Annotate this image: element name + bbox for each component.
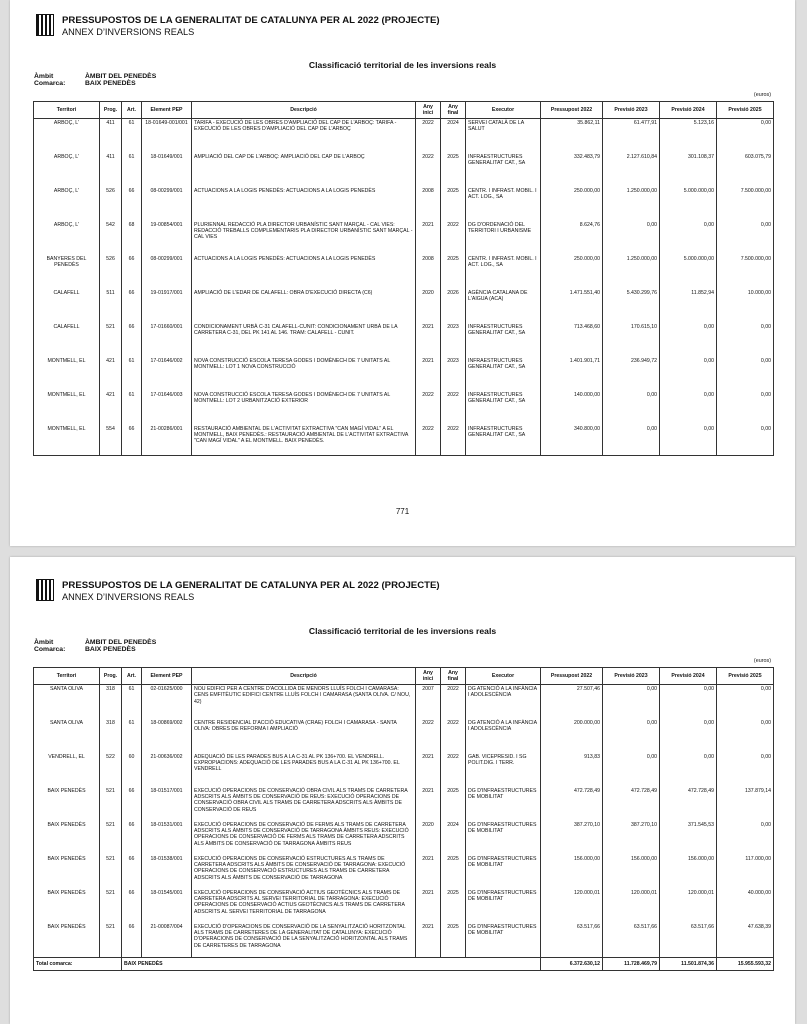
cell-element-pep: 08-00299/001 [142,255,192,289]
cell-pressupost-2022: 472.728,49 [541,787,603,821]
ambit-label: Àmbit [34,73,54,80]
table-row [34,357,774,391]
cell-any-inici: 2021 [416,357,441,391]
cell-previsio-2023: 0,00 [603,685,660,719]
cell-element-pep: 18-01545/001 [142,889,192,923]
cell-descripcio: NOU EDIFICI PER A CENTRE D'ACOLLIDA DE MENORS LLUÍS FOLCH I CAMARASA: CENS EMFITÈUTIC EDIFICI CENTRE LLUÍS FOLCH I CAMARASA (SANTA OLIVA. C/ NOU, 42) [192,685,416,719]
cell-pressupost-2022: 340.800,00 [541,425,603,456]
cell-any-inici: 2021 [416,889,441,923]
cell-pressupost-2022: 156.000,00 [541,855,603,889]
column-header-descripcio: Descripció [192,668,416,685]
cell-art: 66 [122,923,142,958]
document-subtitle: ANNEX D’INVERSIONS REALS [62,27,195,37]
column-header-art: Art. [122,668,142,685]
table-row [34,221,774,255]
cell-previsio-2025: 40.000,00 [717,889,774,923]
cell-previsio-2024: 11.852,94 [660,289,717,323]
cell-previsio-2024: 0,00 [660,719,717,753]
cell-any-final: 2025 [441,855,466,889]
cell-territori: MONTMELL, EL [34,357,100,391]
cell-element-pep: 17-01660/001 [142,323,192,357]
cell-prog: 522 [100,753,122,787]
column-header-previsio-2024: Previsió 2024 [660,668,717,685]
cell-previsio-2024: 0,00 [660,425,717,456]
table-body [34,119,774,456]
column-header-executor: Executor [466,102,541,119]
cell-previsio-2025: 603.075,79 [717,153,774,187]
cell-pressupost-2022: 63.517,66 [541,923,603,958]
cell-prog: 521 [100,821,122,855]
cell-previsio-2024: 0,00 [660,323,717,357]
cell-art: 61 [122,391,142,425]
cell-prog: 521 [100,787,122,821]
cell-previsio-2025: 0,00 [717,357,774,391]
cell-element-pep: 18-01531/001 [142,821,192,855]
column-header-territori: Territori [34,668,100,685]
cell-art: 61 [122,153,142,187]
cell-any-final: 2023 [441,323,466,357]
cell-territori: ARBOÇ, L' [34,119,100,153]
cell-previsio-2024: 371.545,53 [660,821,717,855]
cell-territori: SANTA OLIVA [34,719,100,753]
cell-prog: 521 [100,889,122,923]
cell-territori: BAIX PENEDÈS [34,787,100,821]
cell-any-final: 2026 [441,289,466,323]
cell-territori: BAIX PENEDÈS [34,821,100,855]
table-header [34,102,774,119]
cell-descripcio: AMPLIACIÓ DEL CAP DE L'ARBOÇ: AMPLIACIÓ DEL CAP DE L'ARBOÇ [192,153,416,187]
cell-any-inici: 2022 [416,719,441,753]
cell-any-inici: 2021 [416,221,441,255]
cell-territori: BAIX PENEDÈS [34,889,100,923]
cell-previsio-2024: 5.123,16 [660,119,717,153]
cell-pressupost-2022: 200.000,00 [541,719,603,753]
cell-any-inici: 2021 [416,787,441,821]
cell-pressupost-2022: 387.270,10 [541,821,603,855]
investments-table [33,101,774,456]
cell-descripcio: ACTUACIONS A LA LOGIS PENEDÈS: ACTUACIONS A LA LOGIS PENEDÈS [192,255,416,289]
table-row [34,255,774,289]
table-row [34,821,774,855]
cell-prog: 526 [100,255,122,289]
table-row [34,425,774,456]
cell-territori: MONTMELL, EL [34,425,100,456]
cell-previsio-2025: 7.500.000,00 [717,255,774,289]
cell-art: 66 [122,255,142,289]
table-row [34,187,774,221]
cell-descripcio: EXECUCIÓ OPERACIONS DE CONSERVACIÓ ACTIUS GEOTÈCNICS ALS TRAMS DE CARRETERA ADSCRITS AL SERVEI TERRITORIAL DE TARRAGONA: EXECUCIÓ OPERACIONS DE CONSERVACIÓ ACTIUS GEOTÈCNICS ALS TRAMS DE CARRETERA ADSCRITS AL SERVEI TERRITORIAL DE TARRAGONA [192,889,416,923]
cell-pressupost-2022: 250.000,00 [541,255,603,289]
cell-descripcio: NOVA CONSTRUCCIÓ ESCOLA TERESA GODES I DOMÈNECH DE 7 UNITATS AL MONTMELL: LOT 2 URBANITZACIÓ EXTERIOR [192,391,416,425]
cell-art: 68 [122,221,142,255]
cell-previsio-2023: 0,00 [603,221,660,255]
cell-element-pep: 21-00636/002 [142,753,192,787]
cell-executor: DG ATENCIÓ A LA INFÀNCIA I ADOLESCÈNCIA [466,685,541,719]
cell-element-pep: 18-00869/002 [142,719,192,753]
cell-previsio-2025: 0,00 [717,821,774,855]
cell-any-inici: 2008 [416,255,441,289]
cell-any-inici: 2021 [416,855,441,889]
cell-previsio-2024: 0,00 [660,357,717,391]
cell-any-final: 2022 [441,391,466,425]
cell-element-pep: 19-01917/001 [142,289,192,323]
cell-previsio-2025: 0,00 [717,119,774,153]
table-row [34,855,774,889]
cell-previsio-2025: 0,00 [717,425,774,456]
cell-element-pep: 18-01517/001 [142,787,192,821]
cell-any-inici: 2007 [416,685,441,719]
cell-previsio-2024: 0,00 [660,391,717,425]
cell-descripcio: ADEQUACIÓ DE LES PARADES BUS A LA C-31 AL PK 136+700. EL VENDRELL. EXPROPIACIONS: ADEQUACIÓ DE LES PARADES BUS A LA C-31 AL PK 136+700. EL VENDRELL [192,753,416,787]
cell-previsio-2023: 61.477,91 [603,119,660,153]
cell-descripcio: NOVA CONSTRUCCIÓ ESCOLA TERESA GODES I DOMÈNECH DE 7 UNITATS AL MONTMELL: LOT 1 NOVA CONSTRUCCIÓ [192,357,416,391]
cell-pressupost-2022: 35.862,11 [541,119,603,153]
cell-prog: 318 [100,685,122,719]
table-row [34,685,774,719]
column-header-element-pep: Element PEP [142,102,192,119]
column-header-any-inici: Any inici [416,102,441,119]
table-row [34,719,774,753]
table-row [34,323,774,357]
cell-art: 61 [122,685,142,719]
generalitat-logo-icon [36,579,54,601]
cell-pressupost-2022: 8.624,76 [541,221,603,255]
cell-element-pep: 17-01646/003 [142,391,192,425]
investments-table [33,667,774,971]
cell-previsio-2024: 156.000,00 [660,855,717,889]
cell-descripcio: RESTAURACIÓ AMBIENTAL DE L'ACTIVITAT EXTRACTIVA "CAN MAGÍ VIDAL" A EL MONTMELL, BAIX PENEDÈS.: RESTAURACIÓ AMBIENTAL DE L'ACTIVITAT EXTRACTIVA "CAN MAGÍ VIDAL" A EL MONTMELL. BAIX PENEDÈS. [192,425,416,456]
units-label: (euros) [753,92,771,98]
cell-previsio-2025: 0,00 [717,323,774,357]
cell-any-inici: 2008 [416,187,441,221]
total-previsio-2024: 11.501.874,36 [660,958,717,971]
table-row [34,889,774,923]
units-label: (euros) [753,658,771,664]
cell-art: 66 [122,323,142,357]
cell-previsio-2025: 0,00 [717,391,774,425]
cell-any-final: 2025 [441,923,466,958]
cell-territori: ARBOÇ, L' [34,153,100,187]
cell-descripcio: TARIFA - EXECUCIÓ DE LES OBRES D'AMPLIACIÓ DEL CAP DE L'ARBOÇ: TARIFA - EXECUCIÓ DE LES OBRES D'AMPLIACIÓ DEL CAP DE L'ARBOÇ [192,119,416,153]
cell-descripcio: EXECUCIÓ OPERACIONS DE CONSERVACIÓ ESTRUCTURES ALS TRAMS DE CARRETERA ADSCRITS ALS ÀMBITS DE CONSERVACIÓ DE TARRAGONA: EXECUCIÓ OPERACIONS DE CONSERVACIÓ ESTRUCTURES ALS TRAMS DE CARRETERA ADSCRITS ALS ÀMBITS DE CONSERVACIÓ DE TARRAGONA [192,855,416,889]
comarca-value: BAIX PENEDÈS [85,646,136,653]
comarca-label: Comarca: [34,80,66,87]
total-row [34,958,774,971]
cell-pressupost-2022: 27.507,46 [541,685,603,719]
cell-executor: INFRAESTRUCTURES GENERALITAT CAT., SA [466,391,541,425]
cell-previsio-2024: 120.000,01 [660,889,717,923]
cell-any-inici: 2022 [416,119,441,153]
cell-previsio-2025: 10.000,00 [717,289,774,323]
document-title: PRESSUPOSTOS DE LA GENERALITAT DE CATALUNYA PER AL 2022 (PROJECTE) [62,580,440,591]
cell-element-pep: 08-00299/001 [142,187,192,221]
cell-previsio-2023: 156.000,00 [603,855,660,889]
total-previsio-2025: 15.955.593,32 [717,958,774,971]
cell-previsio-2024: 0,00 [660,685,717,719]
cell-element-pep: 18-01649-001/001 [142,119,192,153]
cell-previsio-2025: 0,00 [717,685,774,719]
cell-art: 61 [122,357,142,391]
cell-territori: CALAFELL [34,323,100,357]
cell-executor: DG ATENCIÓ A LA INFÀNCIA I ADOLESCÈNCIA [466,719,541,753]
cell-executor: CENTR. I INFRAST. MOBIL. I ACT. LOG., SA [466,187,541,221]
cell-any-final: 2022 [441,221,466,255]
comarca-label: Comarca: [34,646,66,653]
total-comarca: BAIX PENEDÈS [122,958,541,971]
total-pressupost-2022: 6.372.630,12 [541,958,603,971]
column-header-pressupost-2022: Pressupost 2022 [541,102,603,119]
column-header-descripcio: Descripció [192,102,416,119]
table-row [34,289,774,323]
cell-previsio-2023: 0,00 [603,391,660,425]
document-page-2 [10,557,795,1024]
table-body [34,685,774,971]
total-label: Total comarca: [34,958,122,971]
cell-territori: BAIX PENEDÈS [34,923,100,958]
cell-any-final: 2025 [441,153,466,187]
cell-pressupost-2022: 1.401.901,71 [541,357,603,391]
cell-pressupost-2022: 140.000,00 [541,391,603,425]
cell-executor: DG D'INFRAESTRUCTURES DE MOBILITAT [466,787,541,821]
cell-previsio-2025: 0,00 [717,753,774,787]
cell-previsio-2024: 0,00 [660,753,717,787]
cell-prog: 526 [100,187,122,221]
cell-element-pep: 02-01625/000 [142,685,192,719]
cell-any-inici: 2021 [416,323,441,357]
cell-any-final: 2025 [441,187,466,221]
cell-territori: VENDRELL, EL [34,753,100,787]
cell-element-pep: 21-00286/001 [142,425,192,456]
cell-previsio-2023: 472.728,49 [603,787,660,821]
cell-previsio-2024: 63.517,66 [660,923,717,958]
cell-any-inici: 2022 [416,425,441,456]
cell-any-final: 2024 [441,119,466,153]
cell-territori: ARBOÇ, L' [34,187,100,221]
column-header-any-final: Any final [441,102,466,119]
cell-descripcio: PLURIENNAL REDACCIÓ PLA DIRECTOR URBANÍSTIC SANT MARÇAL - CAL VIES: REDACCIÓ TREBALLS COMPLEMENTARIS PLA DIRECTOR URBANÍSTIC SANT MARÇAL - CAL VIES [192,221,416,255]
cell-executor: DG D'INFRAESTRUCTURES DE MOBILITAT [466,923,541,958]
cell-pressupost-2022: 250.000,00 [541,187,603,221]
column-header-previsio-2023: Previsió 2023 [603,102,660,119]
cell-territori: BANYERES DEL PENEDÈS [34,255,100,289]
cell-art: 61 [122,119,142,153]
cell-any-final: 2022 [441,719,466,753]
cell-art: 61 [122,719,142,753]
cell-previsio-2025: 0,00 [717,719,774,753]
ambit-value: ÀMBIT DEL PENEDÈS [85,73,157,80]
cell-previsio-2024: 0,00 [660,221,717,255]
cell-art: 66 [122,821,142,855]
cell-prog: 411 [100,153,122,187]
cell-previsio-2025: 0,00 [717,221,774,255]
cell-descripcio: CENTRE RESIDENCIAL D'ACCIÓ EDUCATIVA (CRAE) FOLCH I CAMARASA - SANTA OLIVA: OBRES DE REFORMA I AMPLIACIÓ [192,719,416,753]
cell-pressupost-2022: 1.471.551,40 [541,289,603,323]
cell-executor: DG D'INFRAESTRUCTURES DE MOBILITAT [466,889,541,923]
cell-executor: GAB. VICEPRESID. I SG POLIT.DIG. I TERR. [466,753,541,787]
cell-element-pep: 21-00087/004 [142,923,192,958]
cell-prog: 411 [100,119,122,153]
cell-previsio-2023: 236.949,72 [603,357,660,391]
column-header-territori: Territori [34,102,100,119]
cell-previsio-2023: 120.000,01 [603,889,660,923]
column-header-previsio-2025: Previsió 2025 [717,102,774,119]
cell-descripcio: EXECUCIÓ D'OPERACIONS DE CONSERVACIÓ DE LA SENYALITZACIÓ HORITZONTAL ALS TRAMS DE CARRETERES DE LA GENERALITAT DE CATALUNYA: EXECUCIÓ D'OPERACIONS DE CONSERVACIÓ DE LA SENYALITZACIÓ HORITZONTAL ALS TRAMS DE CARRETERES DE TARRAGONA [192,923,416,958]
cell-any-final: 2023 [441,357,466,391]
cell-any-inici: 2020 [416,821,441,855]
section-title: Classificació territorial de les inversions reals [308,60,497,70]
cell-territori: BAIX PENEDÈS [34,855,100,889]
cell-executor: INFRAESTRUCTURES GENERALITAT CAT., SA [466,153,541,187]
cell-executor: DG D'INFRAESTRUCTURES DE MOBILITAT [466,855,541,889]
cell-prog: 521 [100,323,122,357]
cell-territori: SANTA OLIVA [34,685,100,719]
cell-descripcio: EXECUCIÓ OPERACIONS DE CONSERVACIÓ OBRA CIVIL ALS TRAMS DE CARRETERA ADSCRITS ALS ÀMBITS DE CONSERVACIÓ DE REUS: EXECUCIÓ OPERACIONS DE CONSERVACIÓ OBRA CIVIL ALS TRAMS DE CARRETERA ADSCRITS ALS ÀMBITS DE CONSERVACIÓ DE REUS [192,787,416,821]
cell-descripcio: CONDICIONAMENT URBÀ C-31 CALAFELL-CUNIT: CONDICIONAMENT URBÀ DE LA CARRETERA C-31, DEL PK 141 AL 146. TRAM: CALAFELL - CUNIT. [192,323,416,357]
cell-pressupost-2022: 120.000,01 [541,889,603,923]
cell-executor: DG D'ORDENACIÓ DEL TERRITORI I URBANISME [466,221,541,255]
cell-pressupost-2022: 332.483,79 [541,153,603,187]
cell-prog: 421 [100,391,122,425]
cell-any-final: 2025 [441,889,466,923]
scope-meta [34,73,156,87]
cell-art: 66 [122,889,142,923]
cell-previsio-2023: 0,00 [603,425,660,456]
cell-art: 66 [122,425,142,456]
column-header-prog: Prog. [100,668,122,685]
cell-territori: CALAFELL [34,289,100,323]
column-header-previsio-2024: Previsió 2024 [660,102,717,119]
cell-previsio-2023: 1.250.000,00 [603,187,660,221]
cell-pressupost-2022: 713.468,60 [541,323,603,357]
cell-prog: 521 [100,923,122,958]
cell-descripcio: ACTUACIONS A LA LOGIS PENEDÈS: ACTUACIONS A LA LOGIS PENEDÈS [192,187,416,221]
table-row [34,787,774,821]
cell-any-inici: 2020 [416,289,441,323]
column-header-any-inici: Any inici [416,668,441,685]
document-title: PRESSUPOSTOS DE LA GENERALITAT DE CATALUNYA PER AL 2022 (PROJECTE) [62,15,440,26]
table-row [34,923,774,958]
cell-prog: 542 [100,221,122,255]
cell-art: 60 [122,753,142,787]
cell-previsio-2023: 170.615,10 [603,323,660,357]
cell-previsio-2024: 301.108,37 [660,153,717,187]
column-header-executor: Executor [466,668,541,685]
table-row [34,391,774,425]
table-row [34,119,774,153]
cell-territori: ARBOÇ, L' [34,221,100,255]
cell-any-inici: 2021 [416,923,441,958]
cell-any-final: 2022 [441,753,466,787]
cell-descripcio: EXECUCIÓ OPERACIONS DE CONSERVACIÓ DE FERMS ALS TRAMS DE CARRETERA ADSCRITS ALS ÀMBITS DE CONSERVACIÓ DE TARRAGONA ÀMBITS REUS: EXECUCIÓ OPERACIONS DE CONSERVACIÓ DE FERMS ALS TRAMS DE CARRETERA ADSCRITS ALS ÀMBITS DE CONSERVACIÓ DE TARRAGONA ÀMBITS REUS [192,821,416,855]
cell-any-inici: 2022 [416,391,441,425]
document-subtitle: ANNEX D’INVERSIONS REALS [62,592,195,602]
cell-executor: SERVEI CATALÀ DE LA SALUT [466,119,541,153]
cell-art: 66 [122,187,142,221]
column-header-previsio-2025: Previsió 2025 [717,668,774,685]
cell-executor: INFRAESTRUCTURES GENERALITAT CAT., SA [466,357,541,391]
column-header-prog: Prog. [100,102,122,119]
generalitat-logo-icon [36,14,54,36]
cell-element-pep: 17-01646/002 [142,357,192,391]
table-row [34,153,774,187]
ambit-value: ÀMBIT DEL PENEDÈS [85,639,157,646]
table-header [34,668,774,685]
column-header-pressupost-2022: Pressupost 2022 [541,668,603,685]
cell-previsio-2023: 387.270,10 [603,821,660,855]
column-header-any-final: Any final [441,668,466,685]
cell-previsio-2023: 63.517,66 [603,923,660,958]
cell-executor: INFRAESTRUCTURES GENERALITAT CAT., SA [466,425,541,456]
cell-prog: 521 [100,855,122,889]
comarca-value: BAIX PENEDÈS [85,80,136,87]
section-title: Classificació territorial de les inversions reals [308,626,497,636]
cell-prog: 421 [100,357,122,391]
cell-executor: CENTR. I INFRAST. MOBIL. I ACT. LOG., SA [466,255,541,289]
cell-previsio-2025: 117.000,00 [717,855,774,889]
table-row [34,753,774,787]
cell-previsio-2023: 2.127.610,84 [603,153,660,187]
cell-previsio-2023: 1.250.000,00 [603,255,660,289]
cell-any-final: 2024 [441,821,466,855]
cell-executor: DG D'INFRAESTRUCTURES DE MOBILITAT [466,821,541,855]
cell-previsio-2023: 0,00 [603,753,660,787]
cell-any-final: 2022 [441,685,466,719]
cell-prog: 554 [100,425,122,456]
column-header-element-pep: Element PEP [142,668,192,685]
cell-prog: 318 [100,719,122,753]
cell-art: 66 [122,855,142,889]
cell-element-pep: 19-00854/001 [142,221,192,255]
cell-previsio-2024: 5.000.000,00 [660,255,717,289]
cell-previsio-2025: 47.638,39 [717,923,774,958]
ambit-label: Àmbit [34,639,54,646]
cell-any-final: 2025 [441,787,466,821]
column-header-previsio-2023: Previsió 2023 [603,668,660,685]
page-number: 771 [395,507,410,516]
cell-any-final: 2025 [441,255,466,289]
cell-territori: MONTMELL, EL [34,391,100,425]
cell-any-inici: 2022 [416,153,441,187]
cell-any-final: 2022 [441,425,466,456]
cell-previsio-2023: 0,00 [603,719,660,753]
cell-any-inici: 2021 [416,753,441,787]
cell-previsio-2025: 7.500.000,00 [717,187,774,221]
cell-executor: INFRAESTRUCTURES GENERALITAT CAT., SA [466,323,541,357]
cell-prog: 511 [100,289,122,323]
cell-executor: AGÈNCIA CATALANA DE L'AIGUA (ACA) [466,289,541,323]
cell-previsio-2024: 472.728,49 [660,787,717,821]
cell-art: 66 [122,289,142,323]
document-page-1 [10,0,795,546]
cell-descripcio: AMPLIACIÓ DE L'EDAR DE CALAFELL: OBRA D'EXECUCIÓ DIRECTA (C6) [192,289,416,323]
scope-meta [34,639,156,653]
column-header-art: Art. [122,102,142,119]
cell-previsio-2024: 5.000.000,00 [660,187,717,221]
cell-element-pep: 18-01649/001 [142,153,192,187]
cell-element-pep: 18-01538/001 [142,855,192,889]
cell-pressupost-2022: 913,83 [541,753,603,787]
total-previsio-2023: 11.728.469,79 [603,958,660,971]
cell-previsio-2023: 5.430.299,76 [603,289,660,323]
cell-previsio-2025: 137.879,14 [717,787,774,821]
cell-art: 66 [122,787,142,821]
